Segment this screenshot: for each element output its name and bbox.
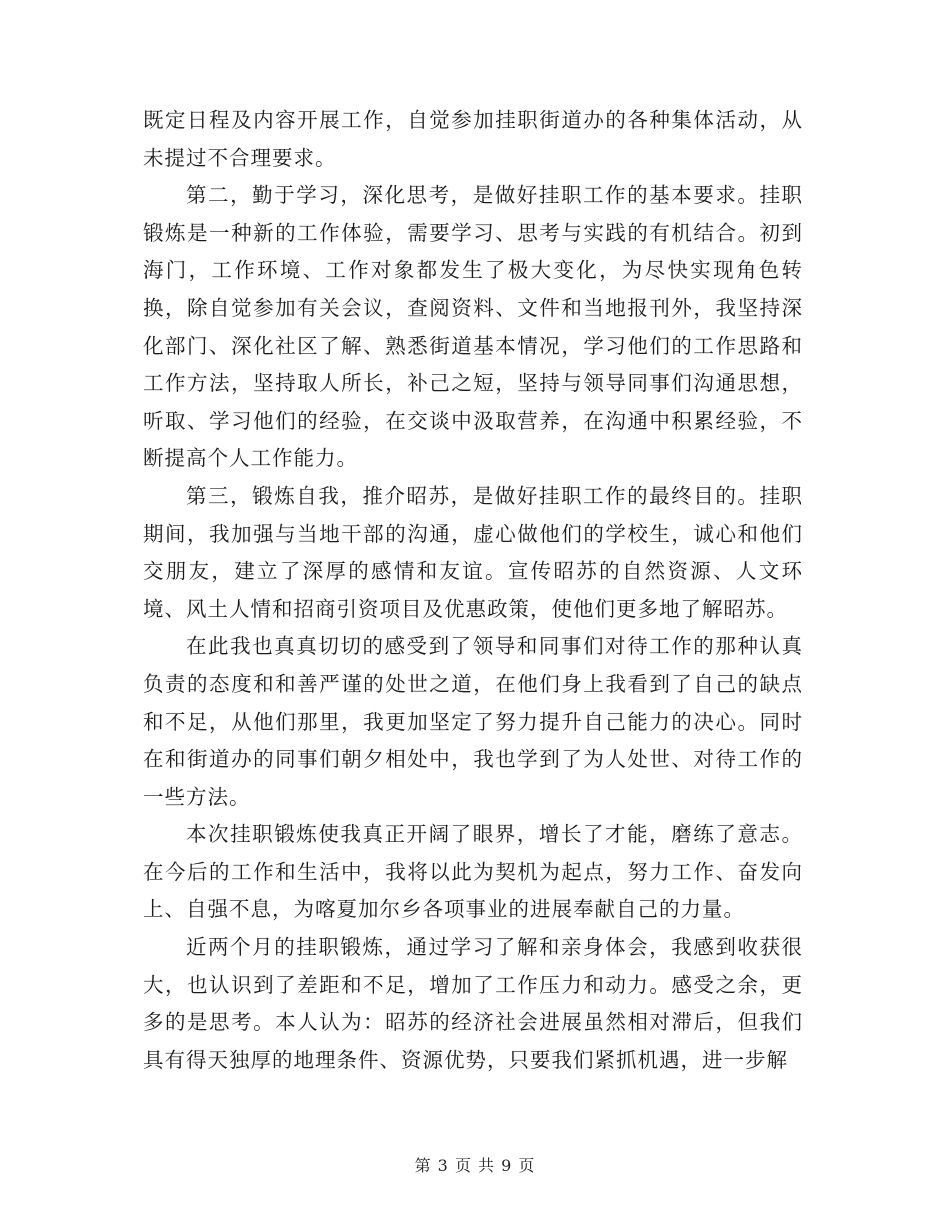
page-number-footer: 第 3 页 共 9 页: [414, 1156, 536, 1175]
paragraph-3: 第三，锻炼自我，推介昭苏，是做好挂职工作的最终目的。挂职期间，我加强与当地干部的沟通，虚心做他们的学校生，诚心和他们交朋友，建立了深厚的感情和友谊。宣传昭苏的自然资源、人文环境、风土人情和招商引资项目及优惠政策，使他们更多地了解昭苏。: [143, 483, 803, 621]
document-body: [143, 102, 803, 1079]
paragraph-4: 在此我也真真切切的感受到了领导和同事们对待工作的那种认真负责的态度和和善严谨的处世之道，在他们身上我看到了自己的缺点和不足，从他们那里，我更加坚定了努力提升自己能力的决心。同时在和街道办的同事们朝夕相处中，我也学到了为人处世、对待工作的一些方法。: [143, 634, 803, 809]
paragraph-6: 近两个月的挂职锻炼，通过学习了解和亲身体会，我感到收获很大，也认识到了差距和不足，增加了工作压力和动力。感受之余，更多的是思考。本人认为：昭苏的经济社会进展虽然相对滞后，但我们具有得天独厚的地理条件、资源优势，只要我们紧抓机遇，进一步解: [143, 935, 803, 1072]
paragraph-2: 第二，勤于学习，深化思考，是做好挂职工作的基本要求。挂职锻炼是一种新的工作体验，需要学习、思考与实践的有机结合。初到海门，工作环境、工作对象都发生了极大变化，为尽快实现角色转换，除自觉参加有关会议，查阅资料、文件和当地报刊外，我坚持深化部门、深化社区了解、熟悉街道基本情况，学习他们的工作思路和工作方法，坚持取人所长，补己之短，坚持与领导同事们沟通思想，听取、学习他们的经验，在交谈中汲取营养，在沟通中积累经验，不断提高个人工作能力。: [143, 183, 803, 471]
paragraph-5: 本次挂职锻炼使我真正开阔了眼界，增长了才能，磨练了意志。在今后的工作和生活中，我将以此为契机为起点，努力工作、奋发向上、自强不息，为喀夏加尔乡各项事业的进展奉献自己的力量。: [143, 822, 803, 922]
paragraph-1: 既定日程及内容开展工作，自觉参加挂职街道办的各种集体活动，从未提过不合理要求。: [143, 108, 803, 170]
